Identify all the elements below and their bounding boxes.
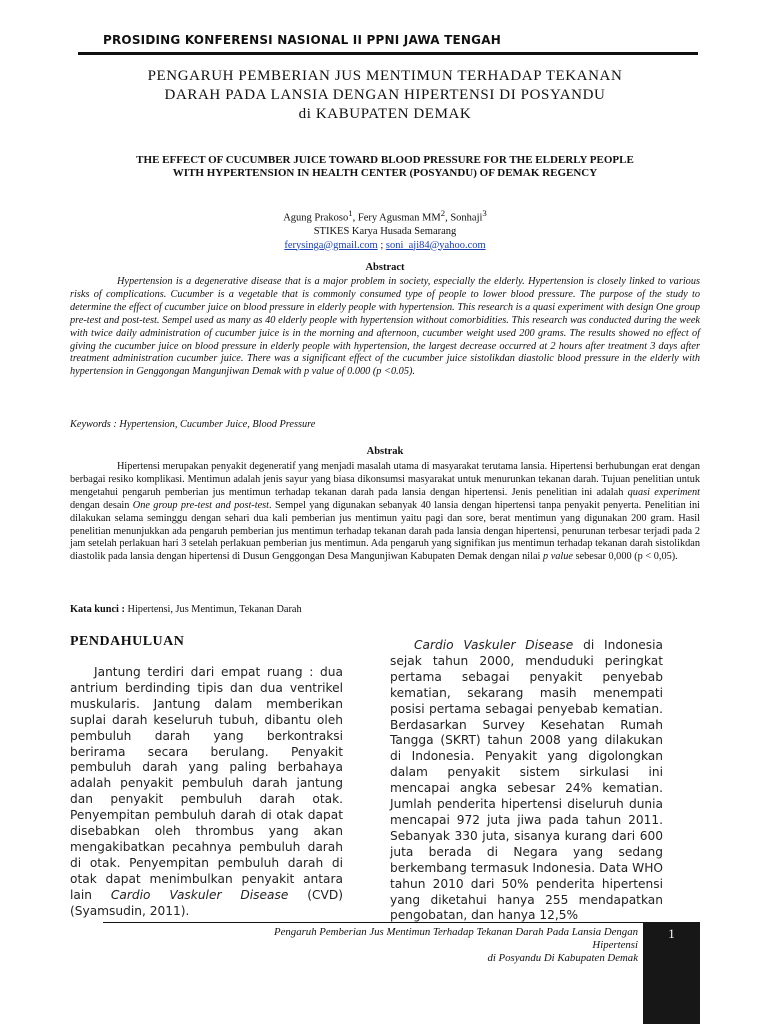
- author-3: Sonhaji: [450, 212, 483, 224]
- intro-left-column: [70, 665, 343, 920]
- header-rule: [78, 52, 698, 55]
- author-2: Fery Agusman MM: [357, 212, 441, 224]
- abstrak-italic-3: p value: [542, 551, 573, 563]
- section-heading-introduction: PENDAHULUAN: [70, 634, 185, 649]
- abstract-heading: Abstract: [365, 262, 405, 273]
- abstract-indonesian: [70, 461, 700, 564]
- author-2-affil: 2: [440, 208, 446, 218]
- abstrak-heading: Abstrak: [366, 446, 404, 457]
- keywords-english: Keywords : Hypertension, Cucumber Juice, Blood Pressure: [70, 419, 316, 430]
- abstrak-text-2: dengan desain: [70, 499, 133, 511]
- intro-paragraph-2: [390, 638, 663, 924]
- abstrak-text-1: Hipertensi merupakan penyakit degeneratif yang menjadi masalah utama di masyarakat terutama lansia. Hipertensi berhubungan erat dengan berbagai resiko komplikasi. Mentimun adalah jenis sayur yang biasa dikonsumsi masyarakat untuk menurunkan tekanan darah. Tujuan penelitian untuk mengetahui pengaruh pemberian jus mentimun terhadap tekanan darah pada lansia dengan hipertensi. Jenis penelitian ini adalah: [70, 461, 700, 498]
- intro-right-column: [390, 638, 663, 924]
- footer-rule: [103, 922, 643, 923]
- abstract-english-text: Hypertension is a degenerative disease that is a major problem in society, especially the elderly. Hypertension is closely linked to various risks of complications. Cucumber is a vegetable that is commonly consumed type of people to lower blood pressure. The purpose of the study to determine the effect of cucumber juice on blood pressure in elderly people with hypertension. This research is a quasi experiment with design One group pre-test and post-test. Sempel used as many as 40 elderly people with hypertension without comorbidities. This research was conducted during the week with twice daily administration of cucumber juice is in the morning and afternoon, cucumber weight used 200 grams. The results showed no effect of giving the cucumber juice on blood pressure in elderly people with hypertension, the largest decrease occurred at 2 hours after treatment 3 days after treatment administration cucumber juice. There was a significant effect of the cucumber juice sistolikdan diastolic blood pressure in the elderly with hypertension in Genggongan Mangunjiwan Demak with p value of 0.000 (p <0.05).: [70, 276, 700, 378]
- abstrak-text-4: sebesar 0,000 (p < 0,05).: [573, 551, 678, 563]
- abstrak-text-3: . Sempel yang digunakan sebanyak 40 lansia dengan hipertensi tanpa penyakit penyerta. Penelitian ini dilakukan selama seminggu dengan sehari dua kali pemberian jus mentimun yaitu pagi dan sore, berat mentimun yang digunakan 200 gram. Hasil penelitian menunjukkan ada pengaruh pemberian jus mentimun terhadap tekanan darah pada lansia dengan hipertensi, penurunan terbesar terjadi pada 2 jam setelah perlakuan hari 3 setelah perlakuan pemberian jus mentimun. Ada pengaruh yang signifikan jus mentimun terhadap tekanan darah sistolikdan diastolik pada lansia dengan hipertensi di Dusun Genggongan Desa Mangunjiwan Kabupaten Demak dengan nilai: [70, 499, 700, 563]
- author-emails: [70, 239, 700, 253]
- intro-paragraph-1: [70, 665, 343, 920]
- author-1: Agung Prakoso: [283, 212, 349, 224]
- authors-block: [70, 207, 700, 252]
- title-id-line-2: DARAH PADA LANSIA DENGAN HIPERTENSI DI POSYANDU: [164, 87, 606, 103]
- intro-left-text-2: (CVD) (Syamsudin, 2011).: [70, 887, 343, 918]
- intro-right-text: di Indonesia sejak tahun 2000, menduduki peringkat pertama sebagai penyakit penyebab kematian, sekarang masih menempati posisi pertama sebagai penyebab kematian. Berdasarkan Survey Kesehatan Rumah Tangga (SKRT) tahun 2008 yang dilakukan di Indonesia. Penyakit yang digolongkan dalam penyakit sistem sirkulasi ini mencapai angka sebesar 24% kematian. Jumlah penderita hipertensi diseluruh dunia mencapai 972 juta jiwa pada tahun 2011. Sebanyak 330 juta, sisanya kurang dari 600 juta berada di Negara yang sedang berkembang termasuk Indonesia. Data WHO tahun 2010 dari 50% penderita hipertensi yang diketahui hanya 255 mendapatkan pengobatan, dan hanya 12,5%: [390, 638, 663, 923]
- author-separator: ,: [445, 212, 451, 224]
- running-footer: [103, 926, 638, 965]
- title-indonesian: [70, 67, 700, 124]
- email-link-1[interactable]: ferysinga@gmail.com: [284, 239, 378, 251]
- author-separator: ,: [352, 212, 358, 224]
- institution: STIKES Karya Husada Semarang: [313, 226, 457, 237]
- email-separator: ;: [377, 239, 386, 251]
- title-en-line-1: THE EFFECT OF CUCUMBER JUICE TOWARD BLOOD PRESSURE FOR THE ELDERLY PEOPLE: [136, 154, 634, 166]
- page-number-box: [643, 922, 700, 1024]
- author-names: [70, 207, 700, 225]
- author-3-affil: 3: [482, 208, 487, 218]
- keywords-value: Hipertensi, Jus Mentimun, Tekanan Darah: [124, 604, 302, 615]
- intro-right-italic: Cardio Vaskuler Disease: [414, 638, 574, 652]
- footer-line-2: Hipertensi: [592, 939, 638, 951]
- abstract-english: [70, 276, 700, 379]
- abstrak-italic-2: One group pre-test and post-test: [132, 499, 270, 511]
- page-number: 1: [668, 926, 675, 941]
- title-id-line-3: di KABUPATEN DEMAK: [298, 106, 472, 122]
- proceedings-header: PROSIDING KONFERENSI NASIONAL II PPNI JAWA TENGAH: [103, 33, 501, 47]
- title-english: [70, 154, 700, 180]
- email-link-2[interactable]: soni_aji84@yahoo.com: [385, 239, 486, 251]
- abstract-indonesian-text: [70, 461, 700, 564]
- keywords-indonesian: [70, 604, 302, 615]
- title-en-line-2: WITH HYPERTENSION IN HEALTH CENTER (POSYANDU) OF DEMAK REGENCY: [172, 167, 598, 179]
- intro-left-italic: Cardio Vaskuler Disease: [110, 887, 289, 902]
- author-1-affil: 1: [348, 208, 353, 218]
- footer-line-3: di Posyandu Di Kabupaten Demak: [487, 952, 638, 964]
- keywords-label: Kata kunci :: [70, 604, 125, 615]
- title-id-line-1: PENGARUH PEMBERIAN JUS MENTIMUN TERHADAP TEKANAN: [147, 68, 623, 84]
- intro-left-text-1: Jantung terdiri dari empat ruang : dua antrium berdinding tipis dan dua ventrikel muskularis. Jantung dalam memberikan suplai darah keseluruh tubuh, dibantu oleh pembuluh darah yang berkontraksi berirama secara berulang. Penyakit pembuluh darah yang paling berbahaya adalah penyakit pembuluh darah jantung dan penyakit pembuluh darah otak. Penyempitan pembuluh darah di otak dapat disebabkan oleh thrombus yang akan mengakibatkan pecahnya pembuluh darah di otak. Penyempitan pembuluh darah di otak dapat menimbulkan penyakit antara lain: [70, 665, 343, 902]
- footer-line-1: Pengaruh Pemberian Jus Mentimun Terhadap Tekanan Darah Pada Lansia Dengan: [274, 926, 638, 938]
- abstrak-italic-1: quasi experiment: [627, 486, 700, 498]
